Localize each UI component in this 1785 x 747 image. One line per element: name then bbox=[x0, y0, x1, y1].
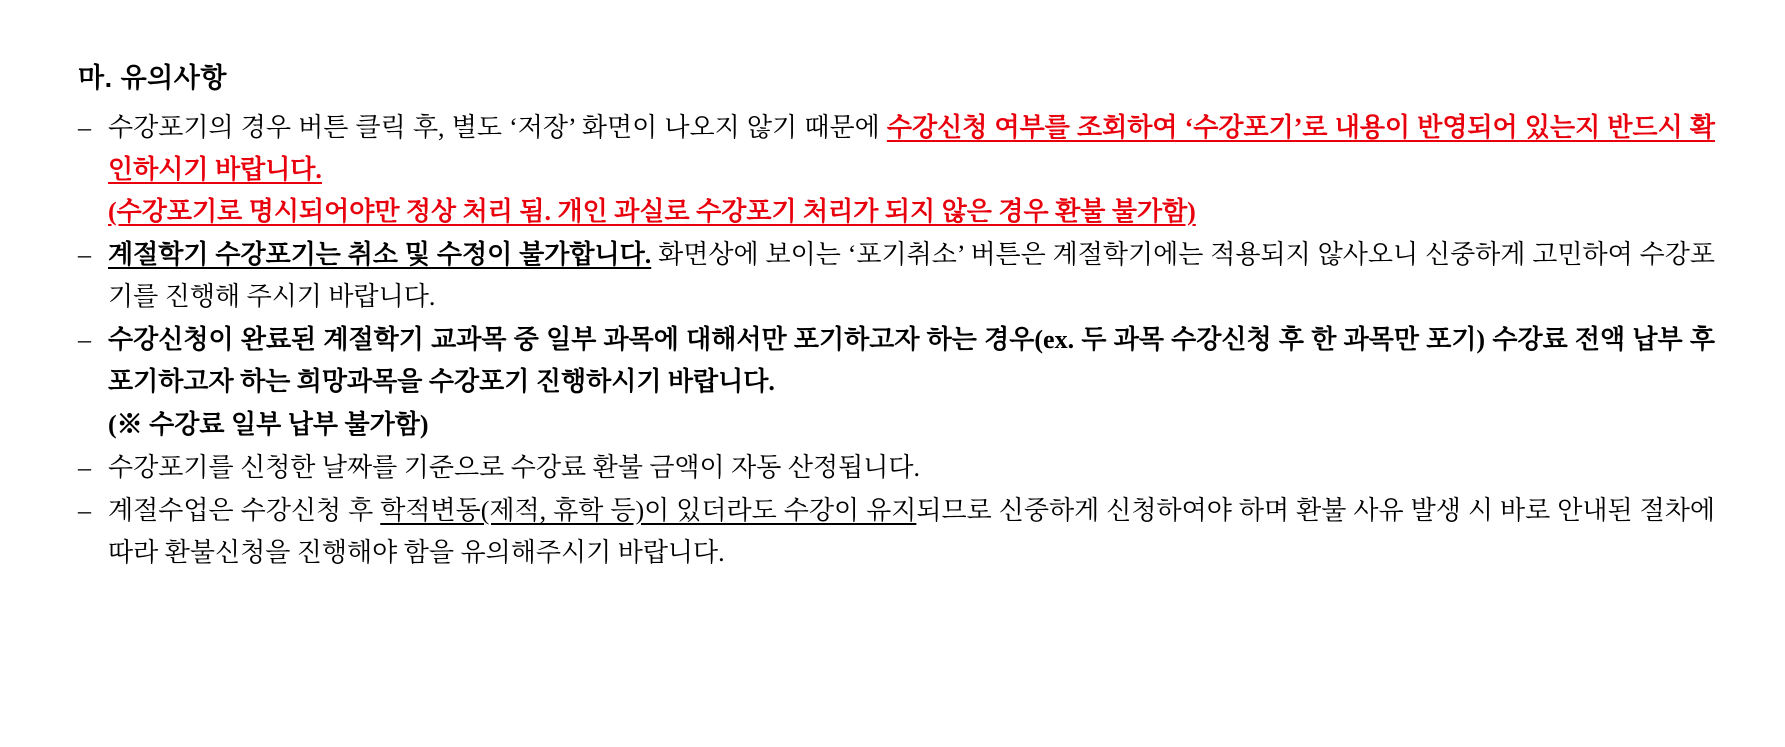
text-segment-emphasis: 계절학기 수강포기는 취소 및 수정이 불가합니다. bbox=[108, 240, 652, 270]
text-segment: 화면상에 보이는 ‘포기취소’ 버튼은 계절학기에는 적용되지 않사오니 신중하게 고민하여 수강포기를 진행해 주시기 바랍니다. bbox=[108, 240, 1715, 312]
text-segment-highlight: (수강포기로 명시되어야만 정상 처리 됨. 개인 과실로 수강포기 처리가 되지 않은 경우 환불 불가함) bbox=[108, 196, 1196, 226]
page-title: 마. 유의사항 bbox=[78, 63, 227, 93]
list-item-text bbox=[108, 107, 1715, 233]
list-item bbox=[78, 490, 1715, 574]
list-item bbox=[78, 234, 1715, 318]
list-item-text bbox=[108, 447, 1715, 489]
list-marker: – bbox=[78, 240, 91, 270]
text-segment-underline: 학적변동(제적, 휴학 등)이 있더라도 수강이 유지 bbox=[380, 495, 917, 525]
list-marker: – bbox=[78, 495, 91, 525]
list-marker: – bbox=[78, 325, 91, 355]
list-item bbox=[78, 319, 1715, 445]
text-segment-emphasis: 수강신청이 완료된 계절학기 교과목 중 일부 과목에 대해서만 포기하고자 하는 경우(ex. 두 과목 수강신청 후 한 과목만 포기) 수강료 전액 납부 후 포기하고자 하는 희망과목을 수강포기 진행하시기 바랍니다. bbox=[108, 325, 1715, 397]
list-marker: – bbox=[78, 452, 91, 482]
list-item bbox=[78, 107, 1715, 233]
list-item-text bbox=[108, 234, 1715, 318]
text-segment: 수강포기를 신청한 날짜를 기준으로 수강료 환불 금액이 자동 산정됩니다. bbox=[108, 452, 920, 482]
notice-list bbox=[78, 107, 1715, 574]
text-segment: 되므로 신중하게 신청하여야 하며 환불 사유 발생 시 바로 안내된 절차에 따라 환불신청을 진행해야 함을 유의해주시기 바랍니다. bbox=[108, 495, 1715, 567]
list-item bbox=[78, 447, 1715, 489]
list-item-text bbox=[108, 490, 1715, 574]
list-item-text bbox=[108, 319, 1715, 445]
text-segment-highlight: 수강신청 여부를 조회하여 ‘수강포기’로 내용이 반영되어 있는지 반드시 확인하시기 바랍니다. bbox=[108, 112, 1715, 184]
text-segment-emphasis: (※ 수강료 일부 납부 불가함) bbox=[108, 409, 429, 439]
text-segment: 계절수업은 수강신청 후 bbox=[108, 495, 381, 525]
text-segment: 수강포기의 경우 버튼 클릭 후, 별도 ‘저장’ 화면이 나오지 않기 때문에 bbox=[108, 112, 887, 142]
list-marker: – bbox=[78, 112, 91, 142]
